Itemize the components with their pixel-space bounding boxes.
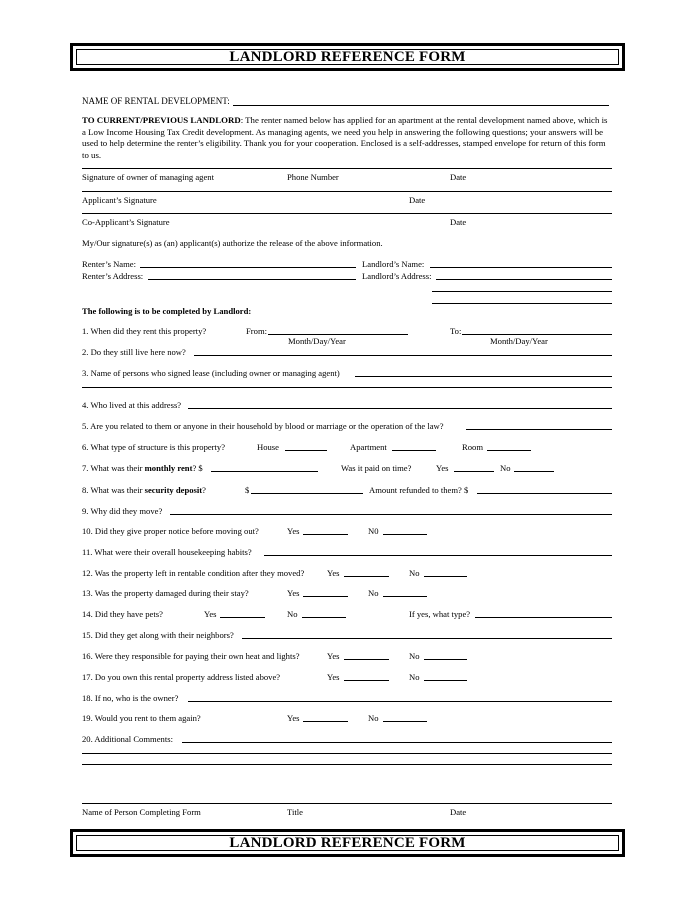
comments-line-1[interactable] xyxy=(182,742,612,743)
q18-label: 18. If no, who is the owner? xyxy=(82,693,179,703)
q8-text-c: ? xyxy=(202,485,206,495)
q7-label xyxy=(82,464,203,473)
date-label-4: Date xyxy=(450,807,467,817)
intro-text: : The renter named below has applied for an apartment at the rental development named above, which is a Low Income Housing Tax Credit development. As managing agents, we need you help in answering the following questions; your answers will be used to help determine the renter’s eligibility. Thank you for your cooperation. Enclosed is a self-addresses, stamped envelope for return of this form to us. xyxy=(82,115,608,160)
q3-field-2[interactable] xyxy=(82,387,612,388)
apartment-field[interactable] xyxy=(392,450,436,451)
house-label: House xyxy=(257,442,279,452)
to-date-field[interactable] xyxy=(462,334,612,335)
q9-label: 9. Why did they move? xyxy=(82,506,163,516)
renters-address-label: Renter’s Address: xyxy=(82,271,144,281)
q7-no-field[interactable] xyxy=(514,471,554,472)
q13-yes-label: Yes xyxy=(287,588,300,598)
owner-signature-line[interactable] xyxy=(82,168,612,169)
monthly-rent-field[interactable] xyxy=(211,471,318,472)
q13-label: 13. Was the property damaged during their stay? xyxy=(82,588,249,598)
landlords-address-field-3[interactable] xyxy=(432,303,612,304)
applicant-signature-label: Applicant’s Signature xyxy=(82,195,157,205)
renters-name-field[interactable] xyxy=(140,267,356,268)
q19-no-field[interactable] xyxy=(383,721,427,722)
q11-label: 11. What were their overall housekeeping habits? xyxy=(82,547,252,557)
landlords-name-label: Landlord’s Name: xyxy=(362,259,425,269)
landlords-address-field-2[interactable] xyxy=(432,291,612,292)
q7-no-label: No xyxy=(500,463,511,473)
q2-field[interactable] xyxy=(194,355,612,356)
q13-yes-field[interactable] xyxy=(303,596,348,597)
q8-text-a: 8. What was their xyxy=(82,485,145,495)
amount-refunded-field[interactable] xyxy=(477,493,612,494)
renters-name-label: Renter’s Name: xyxy=(82,259,137,269)
q1-label: 1. When did they rent this property? xyxy=(82,326,207,336)
q2-label: 2. Do they still live here now? xyxy=(82,347,186,357)
q9-field[interactable] xyxy=(170,514,612,515)
paid-on-time-label: Was it paid on time? xyxy=(341,463,412,473)
q15-field[interactable] xyxy=(242,638,612,639)
q19-yes-label: Yes xyxy=(287,713,300,723)
comments-line-2[interactable] xyxy=(82,753,612,754)
room-field[interactable] xyxy=(487,450,531,451)
comments-line-3[interactable] xyxy=(82,764,612,765)
form-footer-title: LANDLORD REFERENCE FORM xyxy=(229,834,466,851)
q12-yes-label: Yes xyxy=(327,568,340,578)
title-label: Title xyxy=(287,807,303,817)
q14-label: 14. Did they have pets? xyxy=(82,609,163,619)
to-label: To: xyxy=(450,326,462,336)
q10-yes-field[interactable] xyxy=(303,534,348,535)
q8-label xyxy=(82,486,206,495)
q4-field[interactable] xyxy=(188,408,612,409)
q14-no-field[interactable] xyxy=(302,617,346,618)
q3-field-1[interactable] xyxy=(355,376,612,377)
from-date-field[interactable] xyxy=(268,334,408,335)
q13-no-field[interactable] xyxy=(383,596,427,597)
q3-label: 3. Name of persons who signed lease (including owner or managing agent) xyxy=(82,368,340,378)
q4-label: 4. Who lived at this address? xyxy=(82,400,182,410)
q16-yes-field[interactable] xyxy=(344,659,389,660)
renters-address-field[interactable] xyxy=(148,279,356,280)
if-yes-label: If yes, what type? xyxy=(409,609,471,619)
security-deposit-field[interactable] xyxy=(251,493,363,494)
authorize-text: My/Our signature(s) as (an) applicant(s) authorize the release of the above information. xyxy=(82,238,383,248)
q10-label: 10. Did they give proper notice before moving out? xyxy=(82,526,259,536)
phone-label: Phone Number xyxy=(287,172,339,182)
q19-label: 19. Would you rent to them again? xyxy=(82,713,201,723)
q16-no-field[interactable] xyxy=(424,659,467,660)
coapplicant-signature-label: Co-Applicant’s Signature xyxy=(82,217,170,227)
q7-text-c: ? $ xyxy=(192,463,203,473)
date-label-1: Date xyxy=(450,172,467,182)
q17-yes-field[interactable] xyxy=(344,680,389,681)
form-title: LANDLORD REFERENCE FORM xyxy=(229,48,466,65)
name-completing-label: Name of Person Completing Form xyxy=(82,807,201,817)
coapplicant-signature-line[interactable] xyxy=(82,213,612,214)
q15-label: 15. Did they get along with their neighbors? xyxy=(82,630,234,640)
pet-type-field[interactable] xyxy=(475,617,612,618)
q10-no-field[interactable] xyxy=(383,534,427,535)
q20-label: 20. Additional Comments: xyxy=(82,734,173,744)
q14-yes-field[interactable] xyxy=(220,617,265,618)
q8-text-b: security deposit xyxy=(144,485,203,495)
q5-field[interactable] xyxy=(466,429,612,430)
q12-no-field[interactable] xyxy=(424,576,467,577)
completion-signature-line[interactable] xyxy=(82,803,612,804)
development-field[interactable] xyxy=(233,105,609,106)
q5-label: 5. Are you related to them or anyone in their household by blood or marriage or the operation of the law? xyxy=(82,421,444,431)
from-label: From: xyxy=(246,326,268,336)
q12-no-label: No xyxy=(409,568,420,578)
q16-yes-label: Yes xyxy=(327,651,340,661)
q12-yes-field[interactable] xyxy=(344,576,389,577)
from-date-hint: Month/Day/Year xyxy=(288,336,346,346)
q17-yes-label: Yes xyxy=(327,672,340,682)
q19-no-label: No xyxy=(368,713,379,723)
q10-yes-label: Yes xyxy=(287,526,300,536)
applicant-signature-line[interactable] xyxy=(82,191,612,192)
q10-no-label: N0 xyxy=(368,526,379,536)
q12-label: 12. Was the property left in rentable condition after they moved? xyxy=(82,568,305,578)
landlords-name-field[interactable] xyxy=(430,267,612,268)
q13-no-label: No xyxy=(368,588,379,598)
q14-yes-label: Yes xyxy=(204,609,217,619)
landlord-section-heading: The following is to be completed by Landlord: xyxy=(82,306,252,316)
landlords-address-label: Landlord’s Address: xyxy=(362,271,432,281)
development-label: NAME OF RENTAL DEVELOPMENT: xyxy=(82,96,230,106)
date-label-3: Date xyxy=(450,217,467,227)
q7-yes-label: Yes xyxy=(436,463,449,473)
q7-text-a: 7. What was their xyxy=(82,463,145,473)
intro-heading: TO CURRENT/PREVIOUS LANDLORD xyxy=(82,115,241,125)
house-field[interactable] xyxy=(285,450,327,451)
form-title-box xyxy=(70,43,625,71)
q18-field[interactable] xyxy=(188,701,612,702)
q16-label: 16. Were they responsible for paying their own heat and lights? xyxy=(82,651,300,661)
q19-yes-field[interactable] xyxy=(303,721,348,722)
room-label: Room xyxy=(462,442,484,452)
owner-signature-label: Signature of owner of managing agent xyxy=(82,172,214,182)
apartment-label: Apartment xyxy=(350,442,387,452)
date-label-2: Date xyxy=(409,195,426,205)
deposit-dollar-label: $ xyxy=(245,485,250,495)
q17-no-field[interactable] xyxy=(424,680,467,681)
q17-no-label: No xyxy=(409,672,420,682)
form-footer-title-box xyxy=(70,829,625,857)
amount-refunded-label: Amount refunded to them? $ xyxy=(369,485,469,495)
intro-paragraph xyxy=(82,115,612,161)
to-date-hint: Month/Day/Year xyxy=(490,336,548,346)
q7-text-b: monthly rent xyxy=(144,463,193,473)
q7-yes-field[interactable] xyxy=(454,471,494,472)
q6-label: 6. What type of structure is this property? xyxy=(82,442,226,452)
landlords-address-field-1[interactable] xyxy=(436,279,612,280)
q11-field[interactable] xyxy=(264,555,612,556)
q17-label: 17. Do you own this rental property address listed above? xyxy=(82,672,281,682)
q14-no-label: No xyxy=(287,609,298,619)
q16-no-label: No xyxy=(409,651,420,661)
